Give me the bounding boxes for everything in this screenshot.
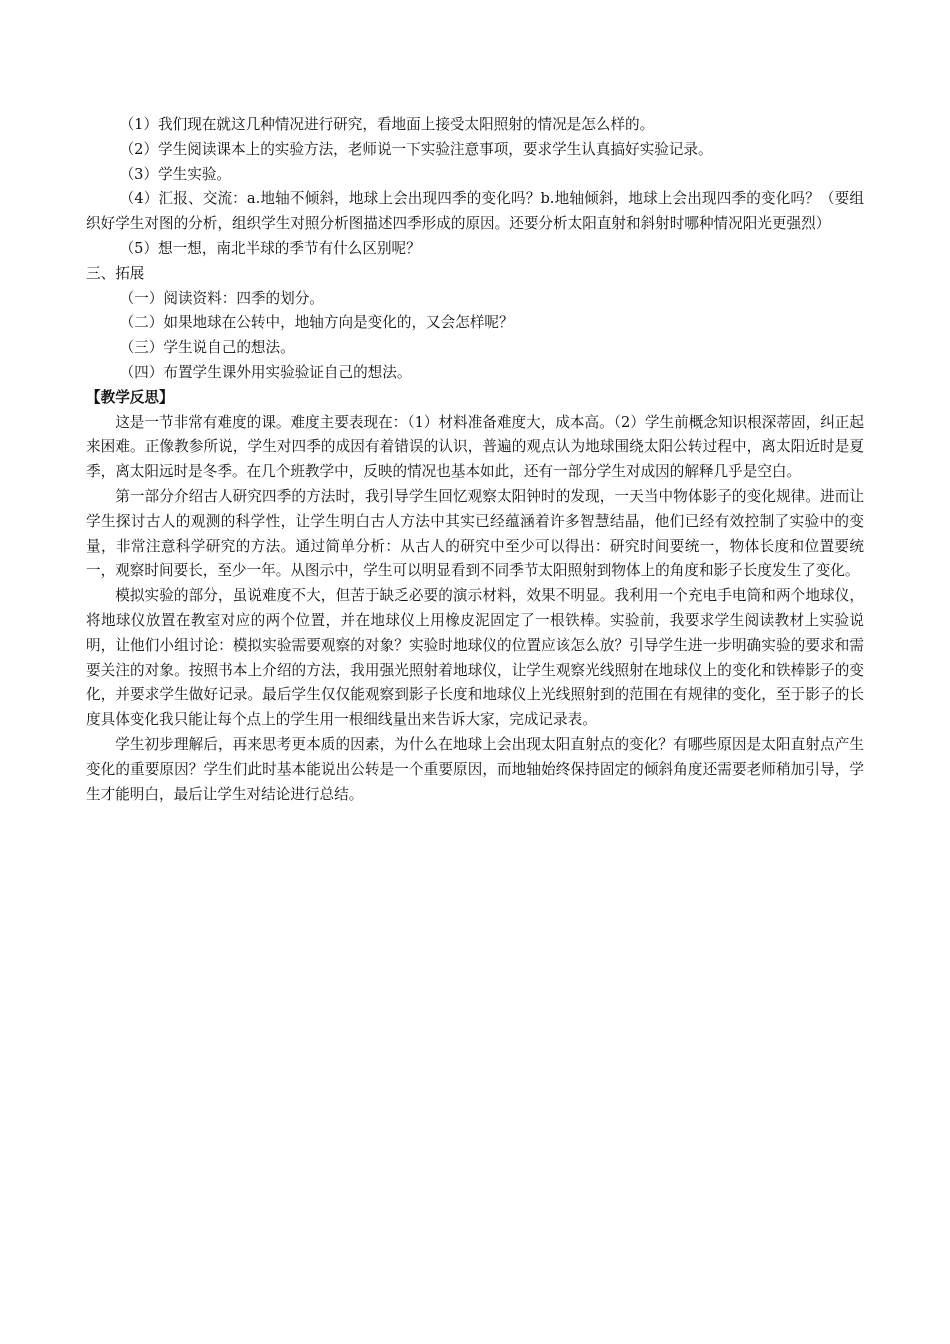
reflection-paragraph-4: 学生初步理解后，再来思考更本质的因素，为什么在地球上会出现太阳直射点的变化？有哪些原因是太阳直射点产生变化的重要原因？学生们此时基本能说出公转是一个重要原因，而地轴始终保持固定的倾斜角度还需要老师稍加引导，学生才能明白，最后让学生对结论进行总结。 [86,735,864,803]
reflection-paragraph-1: 这是一节非常有难度的课。难度主要表现在：（1）材料准备难度大，成本高。（2）学生前概念知识根深蒂固，纠正起来困难。正像教参所说，学生对四季的成因有着错误的认识，普遍的观点认为地球围绕太阳公转过程中，离太阳近时是夏季，离太阳远时是冬季。在几个班教学中，反映的情况也基本如此，还有一部分学生对成因的解释几乎是空白。 [86,413,864,481]
experiment-step-1: （1）我们现在就这几种情况进行研究，看地面上接受太阳照射的情况是怎么样的。 [119,116,655,133]
extension-item-3: （三）学生说自己的想法。 [119,339,295,357]
section-three-title: 三、拓展 [86,264,145,282]
experiment-step-4: （4）汇报、交流：a.地轴不倾斜，地球上会出现四季的变化吗？b.地轴倾斜，地球上会出现四季的变化吗？（要组织好学生对图的分析，组织学生对照分析图描述四季形成的原因。还要分析太阳直射和斜射时哪种情况阳光更强烈） [86,190,864,233]
extension-item-2: （二）如果地球在公转中，地轴方向是变化的，又会怎样呢？ [119,314,514,332]
reflection-paragraph-3: 模拟实验的部分，虽说难度不大，但苦于缺乏必要的演示材料，效果不明显。我利用一个充电手电筒和两个地球仪，将地球仪放置在教室对应的两个位置，并在地球仪上用橡皮泥固定了一根铁棒。实验前，我要求学生阅读教材上实验说明，让他们小组讨论：模拟实验需要观察的对象？实验时地球仪的位置应该怎么放？引导学生进一步明确实验的要求和需要关注的对象。按照书本上介绍的方法，我用强光照射着地球仪，让学生观察光线照射在地球仪上的变化和铁棒影子的变化，并要求学生做好记录。最后学生仅仅能观察到影子长度和地球仪上光线照射到的范围在有规律的变化，至于影子的长度具体变化我只能让每个点上的学生用一根细线量出来告诉大家，完成记录表。 [86,587,864,729]
experiment-step-5: （5）想一想，南北半球的季节有什么区别呢？ [119,239,421,257]
document-page [86,113,864,807]
extension-item-4: （四）布置学生课外用实验验证自己的想法。 [119,363,412,381]
reflection-heading: 【教学反思】 [86,388,174,406]
reflection-paragraph-2: 第一部分介绍古人研究四季的方法时，我引导学生回忆观察太阳钟时的发现，一天当中物体影子的变化规律。进而让学生探讨古人的观测的科学性，让学生明白古人方法中其实已经蕴涵着许多智慧结晶，他们已经有效控制了实验中的变量，非常注意科学研究的方法。通过简单分析：从古人的研究中至少可以得出：研究时间要统一，物体长度和位置要统一，观察时间要长，至少一年。从图示中，学生可以明显看到不同季节太阳照射到物体上的角度和影子长度发生了变化。 [86,487,864,580]
extension-item-1: （一）阅读资料：四季的划分。 [119,289,324,307]
experiment-step-2: （2）学生阅读课本上的实验方法，老师说一下实验注意事项，要求学生认真搞好实验记录。 [119,140,713,158]
experiment-step-3: （3）学生实验。 [119,165,232,183]
